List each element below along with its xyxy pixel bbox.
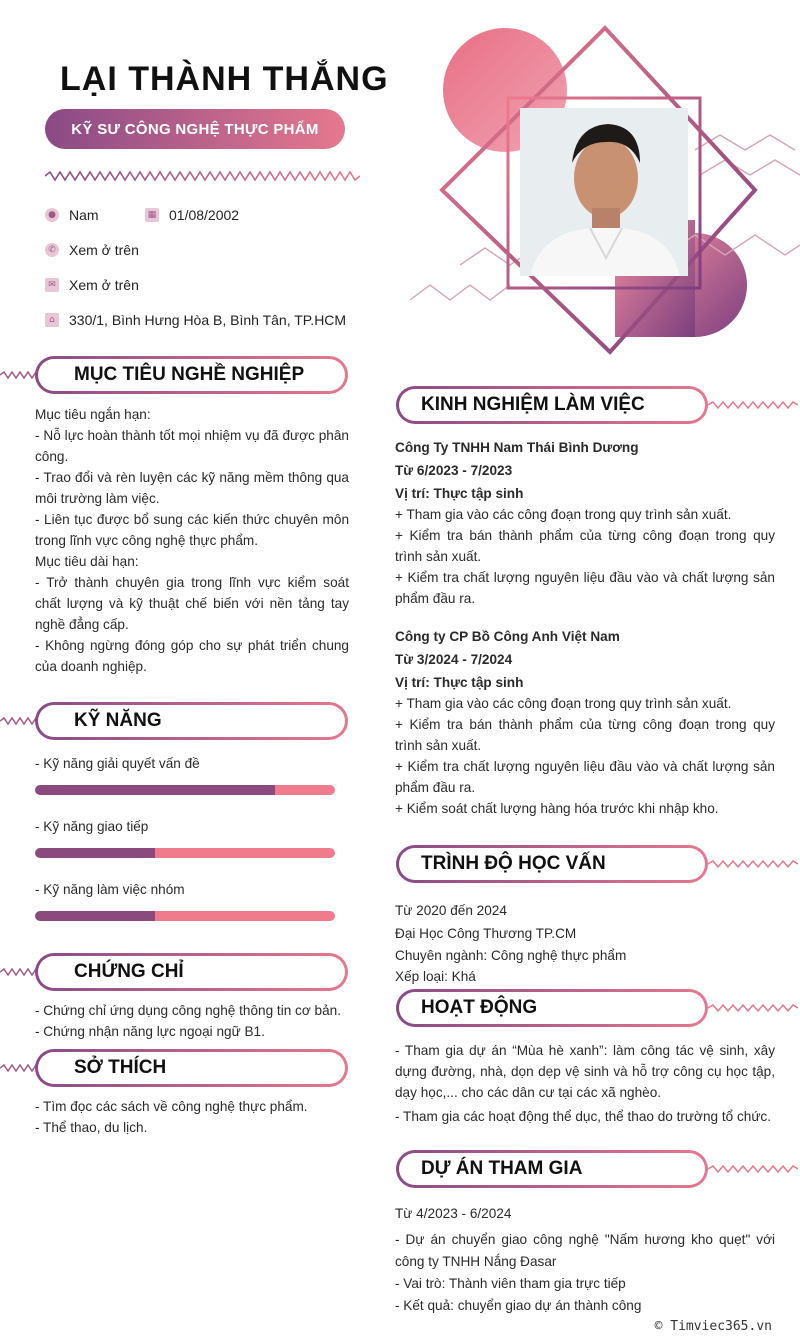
divider-zigzag xyxy=(45,170,360,182)
company-name: Công Ty TNHH Nam Thái Bình Dương xyxy=(395,440,639,455)
activity-item: - Tham gia dự án “Mùa hè xanh”: làm công tác vệ sinh, xây dựng đường, nhà, dọn dẹp vệ sinh và hỗ trợ công cụ học tập, dạy học,... cho các dân cư tại các xã nghèo. xyxy=(395,1043,775,1100)
objective-text xyxy=(35,404,349,677)
wave-decoration xyxy=(0,716,40,726)
skill-label: - Kỹ năng giải quyết vấn đề xyxy=(35,756,200,771)
skill-bar xyxy=(35,911,335,921)
experience-block-1 xyxy=(395,437,775,609)
objective-line: - Liên tục được bổ sung các kiến thức chuyên môn trong lĩnh vực công nghệ thực phẩm. xyxy=(35,512,349,548)
objective-line: - Không ngừng đóng góp cho sự phát triển chung của doanh nghiệp. xyxy=(35,638,349,674)
gender-value: Nam xyxy=(69,207,99,223)
certificate-item: - Chứng chỉ ứng dụng công nghệ thông tin cơ bản. xyxy=(35,1003,341,1018)
mail-icon: ✉ xyxy=(45,278,59,292)
wave-decoration xyxy=(708,1164,798,1174)
address-value: 330/1, Bình Hưng Hòa B, Bình Tân, TP.HCM xyxy=(69,312,347,328)
certificates-list xyxy=(35,1000,355,1042)
project-line: - Dự án chuyển giao công nghệ "Nấm hương kho quẹt" với công ty TNHH Nắng Đasar xyxy=(395,1232,775,1269)
education-line: Chuyên ngành: Công nghệ thực phẩm xyxy=(395,948,627,963)
hobby-item: - Tìm đọc các sách về công nghệ thực phẩm. xyxy=(35,1099,308,1114)
section-education-header xyxy=(396,845,800,883)
candidate-name: LẠI THÀNH THẮNG xyxy=(60,60,389,98)
work-position: Vị trí: Thực tập sinh xyxy=(395,675,524,690)
section-title: KỸ NĂNG xyxy=(38,705,345,737)
wave-decoration xyxy=(708,859,798,869)
education-line: Từ 2020 đến 2024 xyxy=(395,903,507,918)
gender-row xyxy=(45,207,99,223)
wave-decoration xyxy=(708,1003,798,1013)
company-name: Công ty CP Bồ Công Anh Việt Nam xyxy=(395,629,620,644)
dob-row xyxy=(145,207,239,223)
footer-watermark: © Timviec365.vn xyxy=(654,1319,772,1334)
section-title: KINH NGHIỆM LÀM VIỆC xyxy=(399,389,705,421)
skill-label: - Kỹ năng làm việc nhóm xyxy=(35,882,185,897)
wave-decoration xyxy=(0,967,40,977)
work-task: + Kiểm tra bán thành phẩm của từng công đoạn trong quy trình sản xuất. xyxy=(395,717,775,753)
wave-decoration xyxy=(708,400,798,410)
section-title: DỰ ÁN THAM GIA xyxy=(399,1153,705,1185)
wave-decoration xyxy=(0,1063,40,1073)
work-task: + Tham gia vào các công đoạn trong quy trình sản xuất. xyxy=(395,507,732,522)
section-experience-header xyxy=(396,386,800,424)
education-line: Xếp loại: Khá xyxy=(395,969,476,984)
skill-bar xyxy=(35,785,335,795)
section-title: HOẠT ĐỘNG xyxy=(399,992,705,1024)
user-icon: ● xyxy=(45,208,59,222)
section-hobbies-header xyxy=(0,1049,350,1087)
experience-block-2 xyxy=(395,626,775,819)
email-row xyxy=(45,277,139,293)
objective-line: - Nỗ lực hoàn thành tốt mọi nhiệm vụ đã được phân công. xyxy=(35,428,349,464)
section-title: SỞ THÍCH xyxy=(38,1052,345,1084)
calendar-icon: ▦ xyxy=(145,208,159,222)
skill-bar xyxy=(35,848,335,858)
wave-decoration xyxy=(0,370,40,380)
phone-value: Xem ở trên xyxy=(69,242,139,258)
work-task: + Kiểm tra bán thành phẩm của từng công đoạn trong quy trình sản xuất. xyxy=(395,528,775,564)
project-line: - Vai trò: Thành viên tham gia trực tiếp xyxy=(395,1276,626,1291)
home-icon: ⌂ xyxy=(45,313,59,327)
objective-line: - Trao đổi và rèn luyện các kỹ năng mềm thông qua môi trường làm việc. xyxy=(35,470,349,506)
activity-item: - Tham gia các hoạt động thể dục, thể thao do trường tổ chức. xyxy=(395,1109,771,1124)
project-line: - Kết quả: chuyển giao dự án thành công xyxy=(395,1298,642,1313)
phone-icon: ✆ xyxy=(45,243,59,257)
section-activities-header xyxy=(396,989,800,1027)
section-skills-header xyxy=(0,702,350,740)
certificate-item: - Chứng nhận năng lực ngoại ngữ B1. xyxy=(35,1024,265,1039)
project-line: Từ 4/2023 - 6/2024 xyxy=(395,1206,512,1221)
projects-text xyxy=(395,1203,775,1317)
section-title: MỤC TIÊU NGHỀ NGHIỆP xyxy=(38,359,345,391)
profile-photo xyxy=(520,108,688,276)
objective-line: Mục tiêu ngắn hạn: xyxy=(35,407,151,422)
objective-line: - Trở thành chuyên gia trong lĩnh vực kiểm soát chất lượng và kỹ thuật chế biến với nền tảng tay nghề đẳng cấp. xyxy=(35,575,349,632)
phone-row xyxy=(45,242,139,258)
work-period: Từ 3/2024 - 7/2024 xyxy=(395,652,513,667)
section-title: TRÌNH ĐỘ HỌC VẤN xyxy=(399,848,705,880)
activities-text xyxy=(395,1040,775,1127)
work-position: Vị trí: Thực tập sinh xyxy=(395,486,524,501)
hobby-item: - Thể thao, du lịch. xyxy=(35,1120,148,1135)
work-task: + Kiểm tra chất lượng nguyên liệu đầu vào và chất lượng sản phẩm đầu ra. xyxy=(395,570,775,606)
section-certificates-header xyxy=(0,953,350,991)
dob-value: 01/08/2002 xyxy=(169,207,240,223)
objective-line: Mục tiêu dài hạn: xyxy=(35,554,139,569)
section-projects-header xyxy=(396,1150,800,1188)
education-text xyxy=(395,899,775,987)
address-row xyxy=(45,312,346,328)
email-value: Xem ở trên xyxy=(69,277,139,293)
work-task: + Tham gia vào các công đoạn trong quy trình sản xuất. xyxy=(395,696,732,711)
section-title: CHỨNG CHỈ xyxy=(38,956,345,988)
job-title: KỸ SƯ CÔNG NGHỆ THỰC PHẨM xyxy=(45,109,345,149)
work-task: + Kiểm tra chất lượng nguyên liệu đầu vào và chất lượng sản phẩm đầu ra. xyxy=(395,759,775,795)
work-period: Từ 6/2023 - 7/2023 xyxy=(395,463,513,478)
work-task: + Kiểm soát chất lượng hàng hóa trước khi nhập kho. xyxy=(395,801,719,816)
education-line: Đại Học Công Thương TP.CM xyxy=(395,926,577,941)
section-objective-header xyxy=(0,356,350,394)
hobbies-list xyxy=(35,1096,355,1138)
skill-label: - Kỹ năng giao tiếp xyxy=(35,819,149,834)
